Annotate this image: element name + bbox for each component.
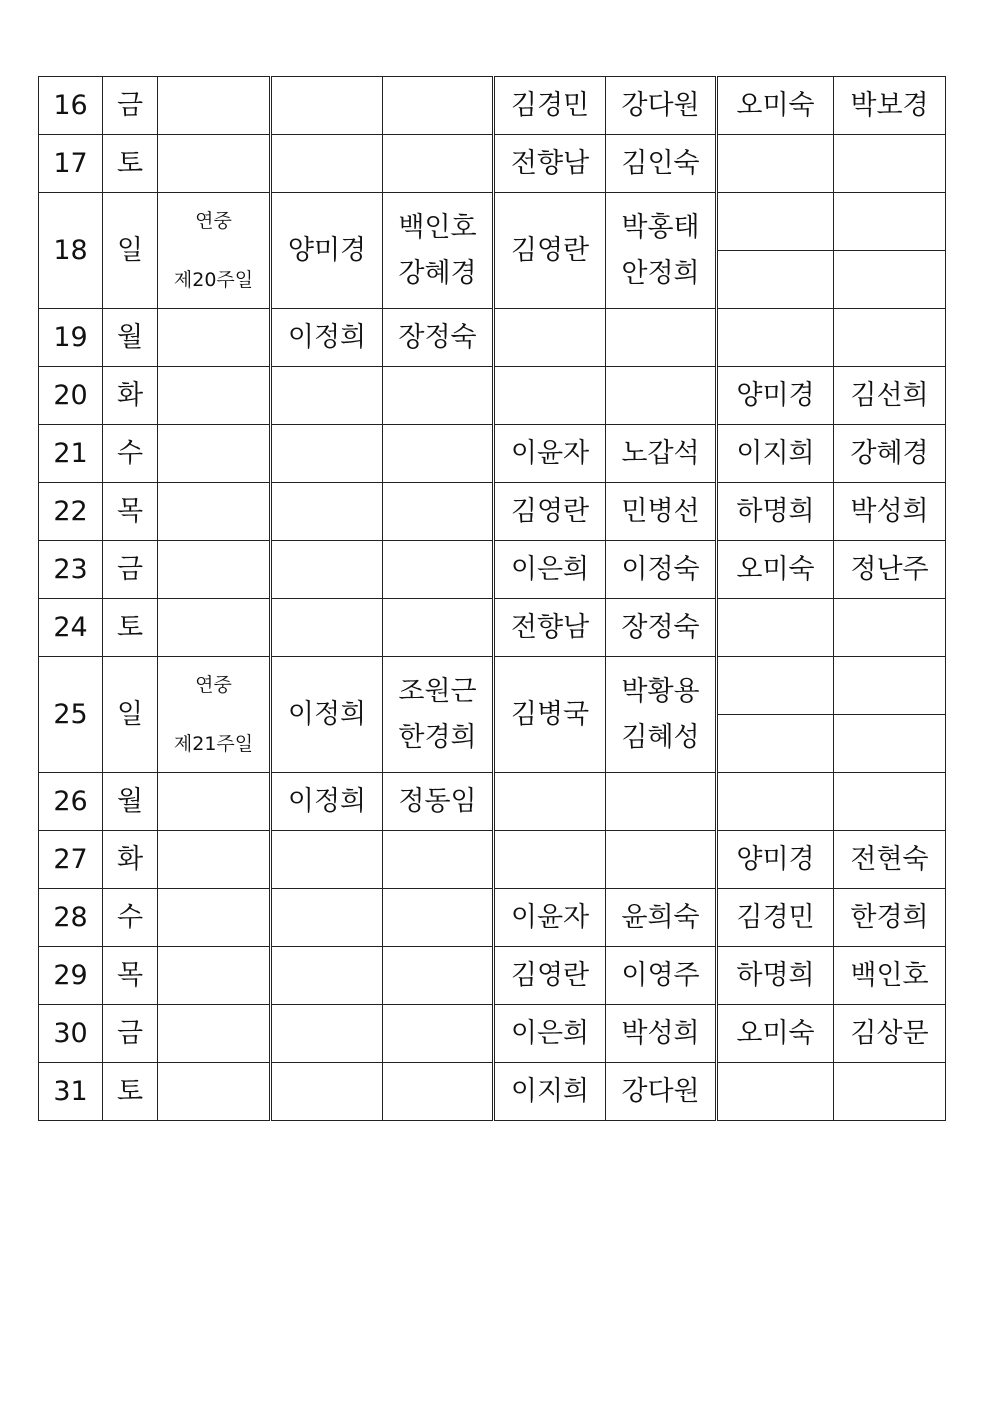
cell-c3 xyxy=(271,599,383,657)
cell-c7 xyxy=(717,1063,834,1121)
cell-c5: 이윤자 xyxy=(494,889,606,947)
cell-c7 xyxy=(717,773,834,831)
cell-c6 xyxy=(606,657,717,773)
table-row xyxy=(39,193,946,251)
cell-c8: 강혜경 xyxy=(834,425,946,483)
cell-weekday: 월 xyxy=(103,773,158,831)
cell-c8 xyxy=(834,1063,946,1121)
cell-note xyxy=(158,1063,271,1121)
cell-c6: 강다원 xyxy=(606,1063,717,1121)
cell-c4 xyxy=(383,77,494,135)
cell-c3 xyxy=(271,425,383,483)
cell-c7: 양미경 xyxy=(717,831,834,889)
cell-c7: 양미경 xyxy=(717,367,834,425)
cell-c6-line: 김혜성 xyxy=(621,722,700,753)
cell-c5 xyxy=(494,831,606,889)
cell-day: 19 xyxy=(39,309,103,367)
cell-c3: 이정희 xyxy=(271,773,383,831)
cell-c4-line: 한경희 xyxy=(398,722,477,753)
cell-c6: 이영주 xyxy=(606,947,717,1005)
cell-c7 xyxy=(717,193,834,251)
cell-day: 20 xyxy=(39,367,103,425)
cell-c5: 이은희 xyxy=(494,541,606,599)
cell-c4 xyxy=(383,1005,494,1063)
cell-c4 xyxy=(383,657,494,773)
table-row xyxy=(39,657,946,715)
cell-c4 xyxy=(383,483,494,541)
cell-c6-line: 박홍태 xyxy=(621,211,700,243)
cell-c5: 이윤자 xyxy=(494,425,606,483)
cell-c7: 김경민 xyxy=(717,889,834,947)
cell-c5: 이은희 xyxy=(494,1005,606,1063)
cell-c5: 이지희 xyxy=(494,1063,606,1121)
cell-c7 xyxy=(717,135,834,193)
table-row xyxy=(39,889,946,947)
cell-c6: 민병선 xyxy=(606,483,717,541)
table-row xyxy=(39,1005,946,1063)
cell-c6: 윤희숙 xyxy=(606,889,717,947)
cell-c8: 한경희 xyxy=(834,889,946,947)
cell-note xyxy=(158,889,271,947)
cell-c4 xyxy=(383,135,494,193)
cell-c4: 장정숙 xyxy=(383,309,494,367)
cell-c8: 박성희 xyxy=(834,483,946,541)
cell-day: 22 xyxy=(39,483,103,541)
cell-weekday: 금 xyxy=(103,77,158,135)
cell-c5 xyxy=(494,773,606,831)
cell-c4 xyxy=(383,831,494,889)
cell-c8 xyxy=(834,309,946,367)
cell-c4 xyxy=(383,541,494,599)
cell-c8: 정난주 xyxy=(834,541,946,599)
cell-note xyxy=(158,77,271,135)
cell-c5 xyxy=(494,309,606,367)
cell-weekday: 목 xyxy=(103,483,158,541)
cell-weekday: 화 xyxy=(103,367,158,425)
cell-c5: 전향남 xyxy=(494,135,606,193)
cell-day: 23 xyxy=(39,541,103,599)
table-row xyxy=(39,77,946,135)
cell-c7: 하명희 xyxy=(717,947,834,1005)
cell-weekday: 토 xyxy=(103,599,158,657)
cell-c5: 김병국 xyxy=(494,657,606,773)
cell-c4 xyxy=(383,1063,494,1121)
cell-c8 xyxy=(834,599,946,657)
cell-c3: 이정희 xyxy=(271,657,383,773)
cell-c7: 하명희 xyxy=(717,483,834,541)
cell-c4 xyxy=(383,193,494,309)
cell-c6 xyxy=(606,367,717,425)
cell-c4 xyxy=(383,889,494,947)
cell-note xyxy=(158,947,271,1005)
cell-note xyxy=(158,541,271,599)
cell-weekday: 일 xyxy=(103,193,158,309)
cell-c6 xyxy=(606,773,717,831)
table-row xyxy=(39,483,946,541)
cell-c3: 이정희 xyxy=(271,309,383,367)
cell-c5: 전향남 xyxy=(494,599,606,657)
cell-c6 xyxy=(606,193,717,309)
cell-c7 xyxy=(717,309,834,367)
cell-weekday: 수 xyxy=(103,425,158,483)
cell-c4 xyxy=(383,947,494,1005)
cell-c3: 양미경 xyxy=(271,193,383,309)
table-row xyxy=(39,1063,946,1121)
cell-c6: 노갑석 xyxy=(606,425,717,483)
cell-note xyxy=(158,1005,271,1063)
cell-c3 xyxy=(271,1063,383,1121)
cell-note xyxy=(158,135,271,193)
cell-day: 26 xyxy=(39,773,103,831)
cell-weekday: 월 xyxy=(103,309,158,367)
cell-c4-line: 강혜경 xyxy=(398,258,477,289)
table-row xyxy=(39,309,946,367)
cell-c3 xyxy=(271,831,383,889)
cell-c8: 김상문 xyxy=(834,1005,946,1063)
table-row xyxy=(39,425,946,483)
cell-day: 21 xyxy=(39,425,103,483)
table-row xyxy=(39,367,946,425)
table-row xyxy=(39,599,946,657)
cell-c8: 김선희 xyxy=(834,367,946,425)
cell-day: 18 xyxy=(39,193,103,309)
table-row xyxy=(39,541,946,599)
cell-c7 xyxy=(717,715,834,773)
cell-c6 xyxy=(606,309,717,367)
cell-note xyxy=(158,773,271,831)
cell-c4: 정동임 xyxy=(383,773,494,831)
cell-c8: 백인호 xyxy=(834,947,946,1005)
cell-c8: 박보경 xyxy=(834,77,946,135)
cell-day: 17 xyxy=(39,135,103,193)
cell-c4 xyxy=(383,599,494,657)
cell-c8 xyxy=(834,251,946,309)
cell-c8 xyxy=(834,773,946,831)
cell-c3 xyxy=(271,947,383,1005)
cell-c4-line: 조원근 xyxy=(398,675,477,707)
cell-c6: 김인숙 xyxy=(606,135,717,193)
cell-c5 xyxy=(494,367,606,425)
cell-c7 xyxy=(717,599,834,657)
cell-c6: 박성희 xyxy=(606,1005,717,1063)
cell-c7 xyxy=(717,657,834,715)
cell-c6-line: 안정희 xyxy=(621,258,700,289)
cell-c5: 김영란 xyxy=(494,483,606,541)
cell-note xyxy=(158,483,271,541)
cell-c5: 김영란 xyxy=(494,193,606,309)
cell-c6-line: 박황용 xyxy=(621,675,700,707)
cell-day: 25 xyxy=(39,657,103,773)
cell-c3 xyxy=(271,541,383,599)
cell-c3 xyxy=(271,483,383,541)
cell-weekday: 토 xyxy=(103,1063,158,1121)
table-row xyxy=(39,947,946,1005)
cell-weekday: 토 xyxy=(103,135,158,193)
cell-c4-line: 백인호 xyxy=(398,211,477,243)
cell-c3 xyxy=(271,135,383,193)
cell-c7: 오미숙 xyxy=(717,541,834,599)
cell-day: 24 xyxy=(39,599,103,657)
table-row xyxy=(39,135,946,193)
cell-c7: 오미숙 xyxy=(717,1005,834,1063)
cell-c3 xyxy=(271,77,383,135)
cell-note xyxy=(158,425,271,483)
cell-c3 xyxy=(271,1005,383,1063)
cell-note xyxy=(158,193,271,309)
cell-c8 xyxy=(834,657,946,715)
cell-note xyxy=(158,367,271,425)
schedule-table xyxy=(38,76,946,1121)
cell-note xyxy=(158,599,271,657)
cell-note-line: 연중 xyxy=(195,209,232,232)
cell-day: 16 xyxy=(39,77,103,135)
cell-day: 31 xyxy=(39,1063,103,1121)
cell-c7: 이지희 xyxy=(717,425,834,483)
cell-c7 xyxy=(717,251,834,309)
cell-weekday: 수 xyxy=(103,889,158,947)
cell-c4 xyxy=(383,367,494,425)
cell-c5: 김영란 xyxy=(494,947,606,1005)
cell-weekday: 금 xyxy=(103,1005,158,1063)
cell-c8 xyxy=(834,193,946,251)
cell-weekday: 목 xyxy=(103,947,158,1005)
cell-note xyxy=(158,657,271,773)
cell-c5: 김경민 xyxy=(494,77,606,135)
cell-note xyxy=(158,309,271,367)
table-row xyxy=(39,831,946,889)
cell-c3 xyxy=(271,367,383,425)
cell-weekday: 금 xyxy=(103,541,158,599)
cell-weekday: 일 xyxy=(103,657,158,773)
cell-c3 xyxy=(271,889,383,947)
cell-note-line: 제20주일 xyxy=(173,268,254,291)
cell-c8 xyxy=(834,135,946,193)
cell-note-line: 제21주일 xyxy=(173,732,254,755)
table-row xyxy=(39,773,946,831)
cell-note xyxy=(158,831,271,889)
schedule-body xyxy=(39,77,946,1121)
cell-c6: 강다원 xyxy=(606,77,717,135)
cell-weekday: 화 xyxy=(103,831,158,889)
cell-c8: 전현숙 xyxy=(834,831,946,889)
cell-c6: 이정숙 xyxy=(606,541,717,599)
cell-c8 xyxy=(834,715,946,773)
cell-day: 27 xyxy=(39,831,103,889)
cell-c6: 장정숙 xyxy=(606,599,717,657)
cell-day: 29 xyxy=(39,947,103,1005)
cell-day: 30 xyxy=(39,1005,103,1063)
cell-day: 28 xyxy=(39,889,103,947)
cell-c7: 오미숙 xyxy=(717,77,834,135)
cell-c4 xyxy=(383,425,494,483)
cell-c6 xyxy=(606,831,717,889)
cell-note-line: 연중 xyxy=(195,673,232,696)
